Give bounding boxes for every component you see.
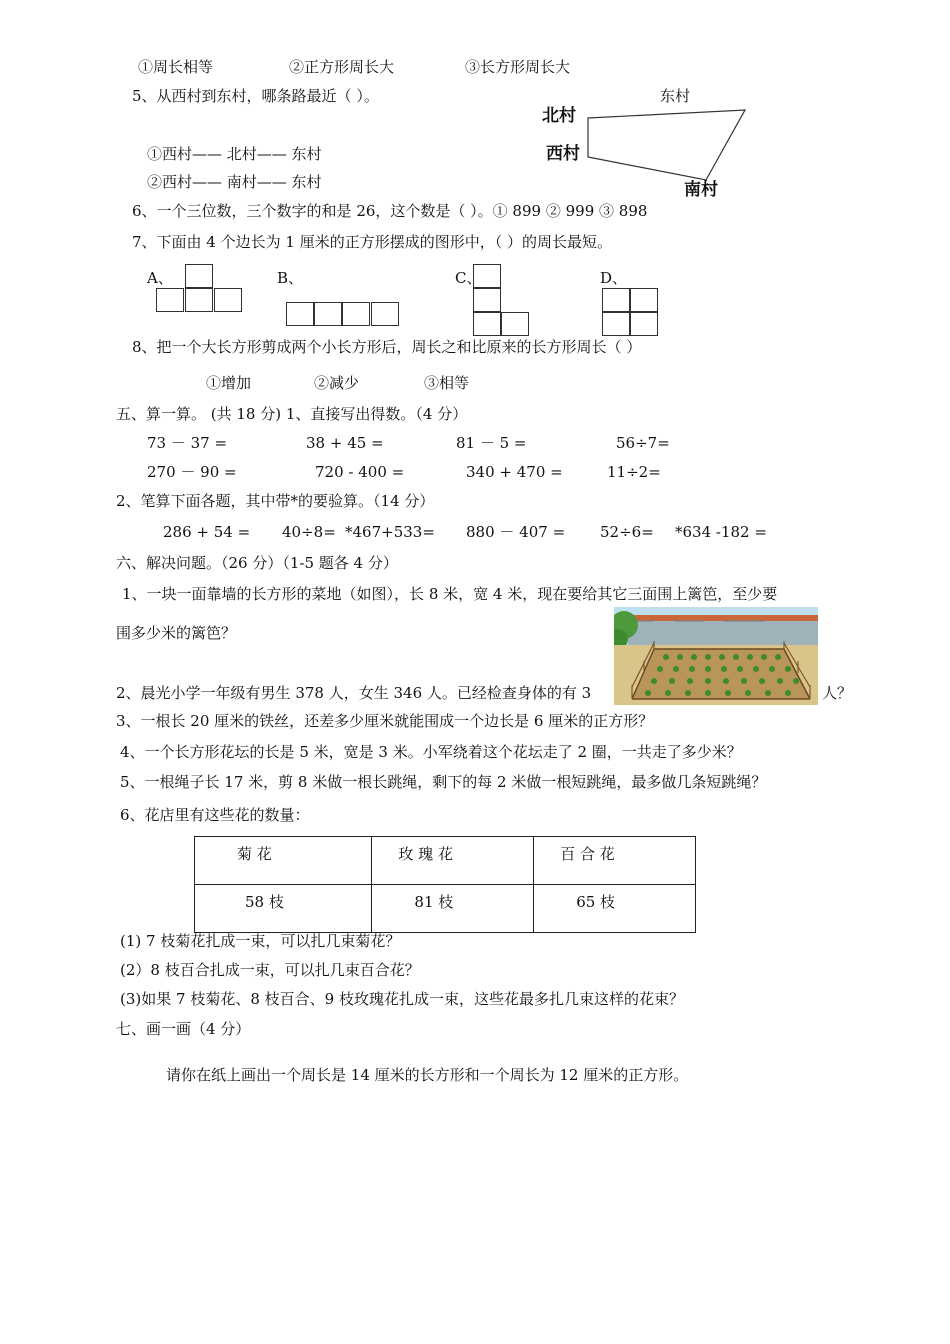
problem-5: 5、一根绳子长 17 米，剪 8 米做一根长跳绳，剩下的每 2 米做一根短跳绳，最多做几条短跳绳？ <box>120 773 767 791</box>
q6-question: 6、一个三位数，三个数字的和是 26，这个数是（ ）。① 899 ② 999 ③ 898 <box>132 202 648 220</box>
section-6-title: 六、解决问题。（26 分）（1-5 题各 4 分） <box>116 554 398 572</box>
vegetable-garden-illustration <box>614 607 818 705</box>
q4-option-2: ②正方形周长大 <box>289 58 395 76</box>
problem-4: 4、一个长方形花坛的长是 5 米，宽是 3 米。小军绕着这个花坛走了 2 圈，一共走了多少米？ <box>120 743 742 761</box>
calc-row1-1: 73 － 37 = <box>147 434 228 452</box>
calc-row3-2: 40÷8= <box>282 523 336 541</box>
village-map <box>0 0 950 210</box>
problem-2-line-end: 人？ <box>822 684 853 702</box>
flower-count-table <box>194 836 696 933</box>
q5-question: 5、从西村到东村，哪条路最近（ ）。 <box>132 87 379 105</box>
calc-row2-1: 270 － 90 = <box>147 463 237 481</box>
problem-6: 6、花店里有这些花的数量： <box>120 806 310 824</box>
q7-label-d: D、 <box>600 269 628 287</box>
table-header-chrysanthemum: 菊 花 <box>195 837 372 885</box>
problem-6-sub1: (1) 7 枝菊花扎成一束，可以扎几束菊花？ <box>120 932 401 950</box>
map-label-south: 南村 <box>684 180 718 200</box>
q5-option-2: ②西村—— 南村—— 东村 <box>147 173 322 191</box>
calc-row1-2: 38 + 45 = <box>306 434 384 452</box>
table-header-lily: 百 合 花 <box>534 837 696 885</box>
section-7-instruction: 请你在纸上画出一个周长是 14 厘米的长方形和一个周长为 12 厘米的正方形。 <box>166 1066 689 1084</box>
calc-row3-6: *634 -182 = <box>675 523 767 541</box>
q7-label-a: A、 <box>147 269 173 287</box>
calc-row1-3: 81 － 5 = <box>456 434 527 452</box>
calc-row2-2: 720 - 400 = <box>315 463 405 481</box>
problem-1-line1: 1、一块一面靠墙的长方形的菜地（如图），长 8 米，宽 4 米，现在要给其它三面围上篱笆，至少要 <box>122 585 778 603</box>
table-row <box>195 885 696 933</box>
q4-option-1: ①周长相等 <box>138 58 214 76</box>
section-7-title: 七、画一画（4 分） <box>116 1020 251 1038</box>
calc-row3-1: 286 + 54 = <box>163 523 251 541</box>
q8-option-1: ①增加 <box>206 374 252 392</box>
problem-6-sub2: (2）8 枝百合扎成一束，可以扎几束百合花？ <box>120 961 420 979</box>
map-label-west: 西村 <box>546 144 580 164</box>
map-label-east: 东村 <box>660 87 691 105</box>
q7-label-b: B、 <box>277 269 304 287</box>
problem-1-line2: 围多少米的篱笆？ <box>116 624 237 642</box>
calc-row2-3: 340 + 470 = <box>466 463 563 481</box>
q8-option-3: ③相等 <box>424 374 470 392</box>
calc-row3-5: 52÷6= <box>600 523 654 541</box>
table-value-lily: 65 枝 <box>534 885 696 933</box>
calc-row2-4: 11÷2= <box>607 463 661 481</box>
table-header-rose: 玫 瑰 花 <box>372 837 534 885</box>
table-value-chrysanthemum: 58 枝 <box>195 885 372 933</box>
section-5-title: 五、算一算。 (共 18 分) 1、直接写出得数。（4 分） <box>116 405 468 423</box>
q5-option-1: ①西村—— 北村—— 东村 <box>147 145 322 163</box>
q7-question: 7、下面由 4 个边长为 1 厘米的正方形摆成的图形中，（ ）的周长最短。 <box>132 233 612 251</box>
calc-row1-4: 56÷7= <box>616 434 670 452</box>
map-label-north: 北村 <box>542 106 576 126</box>
problem-6-sub3: (3)如果 7 枝菊花、8 枝百合、9 枝玫瑰花扎成一束，这些花最多扎几束这样的花束？ <box>120 990 684 1008</box>
problem-2-line-start: 2、晨光小学一年级有男生 378 人，女生 346 人。已经检查身体的有 3 <box>116 684 592 702</box>
calc-row3-3: *467+533= <box>345 523 435 541</box>
q7-label-c: C、 <box>455 269 482 287</box>
q4-option-3: ③长方形周长大 <box>465 58 571 76</box>
q8-option-2: ②减少 <box>314 374 360 392</box>
table-row <box>195 837 696 885</box>
calc-row3-4: 880 － 407 = <box>466 523 566 541</box>
problem-3: 3、一根长 20 厘米的铁丝，还差多少厘米就能围成一个边长是 6 厘米的正方形？ <box>116 712 654 730</box>
route-lines <box>588 110 745 180</box>
q8-question: 8、把一个大长方形剪成两个小长方形后，周长之和比原来的长方形周长（ ） <box>132 338 642 356</box>
section-5-sub2: 2、笔算下面各题，其中带*的要验算。（14 分） <box>116 492 435 510</box>
table-value-rose: 81 枝 <box>372 885 534 933</box>
